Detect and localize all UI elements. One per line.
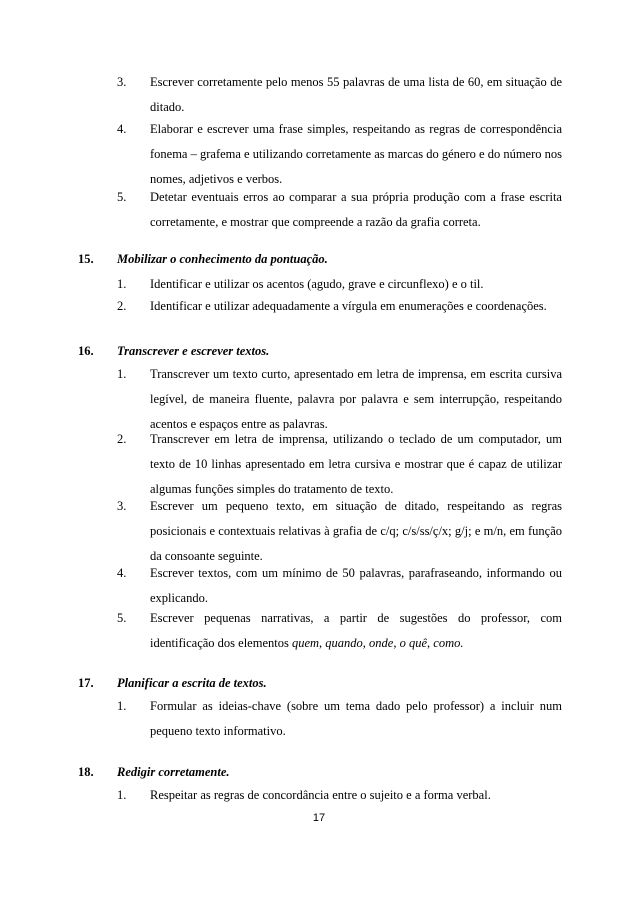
item-number: 1. [117,788,127,802]
item-text: Escrever um pequeno texto, em situação de ditado, respeitando as regras posicionais e contextuais relativas à grafia de c/q; c/s/ss/ç/x; g/j; e m/n, em função da consoante seguinte. [150,499,562,563]
item-text: Escrever corretamente pelo menos 55 palavras de uma lista de 60, em situação de ditado. [150,75,562,114]
separator: , [319,636,326,650]
item-text: Detetar eventuais erros ao comparar a sua própria produção com a frase escrita corretamente, e mostrar que compreende a razão da grafia correta. [150,190,562,229]
separator: , [393,636,400,650]
item-text: Identificar e utilizar os acentos (agudo, grave e circunflexo) e o til. [150,277,484,291]
item-number: 2. [117,432,127,446]
section-number: 17. [78,676,94,690]
item-text [150,606,562,656]
section-number: 16. [78,344,94,358]
item-number: 3. [117,75,127,89]
item-text: Transcrever um texto curto, apresentado em letra de imprensa, em escrita cursiva legível, de maneira fluente, palavra por palavra e sem interrupção, respeitando acentos e espaços entre as palavras. [150,367,562,431]
item-text: Formular as ideias-chave (sobre um tema dado pelo professor) a incluir num pequeno texto informativo. [150,699,562,738]
item-number: 5. [117,611,127,625]
item-text-prefix: Escrever pequenas narrativas, a partir de sugestões do professor, com identificação dos elementos [150,611,562,650]
emphasis-como: como. [433,636,464,650]
section-number: 15. [78,252,94,266]
section-title: Mobilizar o conhecimento da pontuação. [117,252,328,266]
item-text: Respeitar as regras de concordância entre o sujeito e a forma verbal. [150,788,491,802]
separator: , [427,636,434,650]
item-number: 4. [117,566,127,580]
section-title: Redigir corretamente. [117,765,230,779]
item-number: 2. [117,299,127,313]
item-number: 5. [117,190,127,204]
section-title: Transcrever e escrever textos. [117,344,270,358]
item-number: 3. [117,499,127,513]
section-number: 18. [78,765,94,779]
item-number: 1. [117,277,127,291]
emphasis-quando: quando [325,636,363,650]
page-number: 17 [312,812,326,824]
item-text: Transcrever em letra de imprensa, utilizando o teclado de um computador, um texto de 10 linhas apresentado em letra cursiva e mostrar que é capaz de utilizar algumas funções simples do tratamento de texto. [150,432,562,496]
item-number: 1. [117,699,127,713]
emphasis-onde: onde [369,636,394,650]
separator: , [362,636,370,650]
item-number: 4. [117,122,127,136]
emphasis-o-que: o quê [399,636,428,650]
item-text: Identificar e utilizar adequadamente a vírgula em enumerações e coordenações. [150,299,547,313]
section-title: Planificar a escrita de textos. [117,676,267,690]
item-text: Elaborar e escrever uma frase simples, respeitando as regras de correspondência fonema – grafema e utilizando corretamente as marcas do género e do número nos nomes, adjetivos e verbos. [150,122,562,186]
item-number: 1. [117,367,127,381]
emphasis-quem: quem [291,636,320,650]
item-text: Escrever textos, com um mínimo de 50 palavras, parafraseando, informando ou explicando. [150,566,562,605]
